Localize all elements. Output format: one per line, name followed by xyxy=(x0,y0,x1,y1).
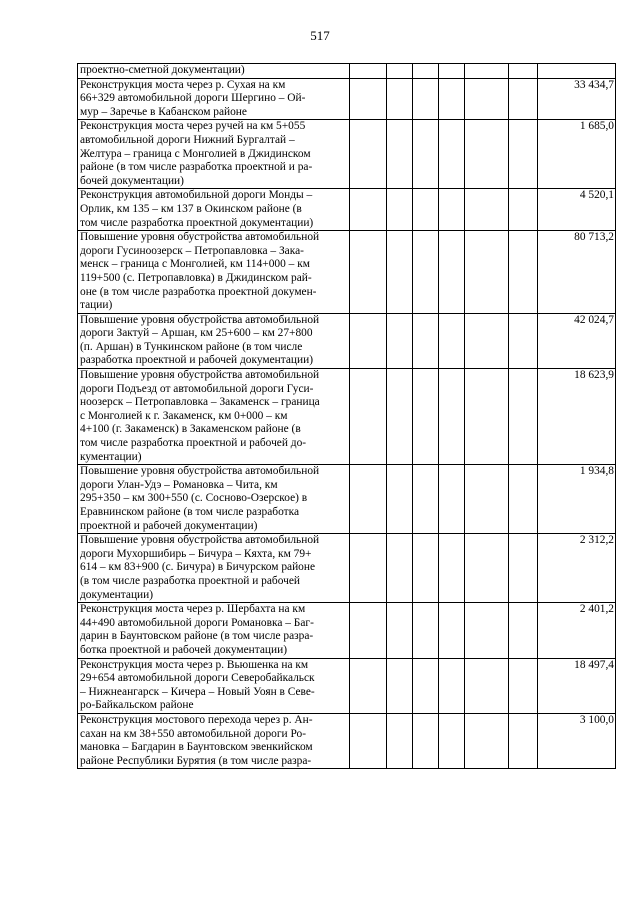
description-line: Еравнинском районе (в том числе разработка xyxy=(80,506,300,518)
project-description xyxy=(78,369,350,465)
description-line: (в том числе разработка проектной и рабочей xyxy=(80,574,300,587)
description-line: ноозерск – Петропавловка – Закаменск – граница xyxy=(80,396,320,409)
empty-cell xyxy=(350,189,387,231)
description-line: Повышение уровня обустройства автомобильной xyxy=(80,465,320,478)
description-line: 119+500 (с. Петропавловка) в Джидинском рай- xyxy=(80,271,312,284)
table-row xyxy=(78,369,616,465)
empty-cell xyxy=(465,369,509,465)
description-line: Повышение уровня обустройства автомобильной xyxy=(80,369,320,382)
table-row xyxy=(78,603,616,658)
description-line: (п. Аршан) в Тункинском районе (в том числе xyxy=(80,340,303,353)
description-line: ботка проектной и рабочей документации) xyxy=(80,643,287,656)
empty-cell xyxy=(465,313,509,368)
empty-cell xyxy=(350,369,387,465)
empty-cell xyxy=(465,189,509,231)
empty-cell xyxy=(439,313,465,368)
description-line: проектной и рабочей документации) xyxy=(80,519,258,532)
project-description xyxy=(78,189,350,231)
empty-cell xyxy=(439,534,465,603)
empty-cell xyxy=(350,658,387,713)
empty-cell xyxy=(439,713,465,768)
amount-cell: 2 401,2 xyxy=(538,603,616,658)
description-line: дороги Подъезд от автомобильной дороги Гуси- xyxy=(80,382,314,395)
empty-cell xyxy=(350,78,387,120)
empty-cell xyxy=(350,534,387,603)
empty-cell xyxy=(413,189,439,231)
project-description xyxy=(78,603,350,658)
description-line: разработка проектной и рабочей документации) xyxy=(80,354,314,367)
project-description xyxy=(78,534,350,603)
description-line: с Монголией к г. Закаменск, км 0+000 – км xyxy=(80,409,288,422)
empty-cell xyxy=(439,189,465,231)
description-line: дороги Улан-Удэ – Романовка – Чита, км xyxy=(80,478,278,491)
table-row xyxy=(78,465,616,534)
empty-cell xyxy=(413,603,439,658)
empty-cell xyxy=(439,78,465,120)
description-line: автомобильной дороги Нижний Бургалтай – xyxy=(80,133,295,146)
empty-cell xyxy=(413,465,439,534)
amount-cell xyxy=(538,64,616,79)
description-line: оне (в том числе разработка проектной докумен- xyxy=(80,285,317,298)
amount-cell: 1 934,8 xyxy=(538,465,616,534)
budget-table xyxy=(77,63,616,769)
description-line: дарин в Баунтовском районе (в том числе разра- xyxy=(80,630,314,643)
empty-cell xyxy=(465,465,509,534)
empty-cell xyxy=(439,658,465,713)
description-line: Реконструкция моста через р. Шербахта на км xyxy=(80,603,306,616)
empty-cell xyxy=(387,64,413,79)
description-line: мановка – Багдарин в Баунтовском эвенкийском xyxy=(80,741,313,754)
description-line: 4+100 (г. Закаменск) в Закаменском районе (в xyxy=(80,423,301,436)
empty-cell xyxy=(413,313,439,368)
description-line: районе Республики Бурятия (в том числе разра- xyxy=(80,754,312,767)
empty-cell xyxy=(413,369,439,465)
empty-cell xyxy=(465,603,509,658)
description-line: Реконструкция моста через р. Вьюшенка на км xyxy=(80,658,309,671)
empty-cell xyxy=(509,231,538,314)
empty-cell xyxy=(413,120,439,189)
empty-cell xyxy=(465,78,509,120)
project-description xyxy=(78,465,350,534)
empty-cell xyxy=(509,534,538,603)
empty-cell xyxy=(413,231,439,314)
table-row xyxy=(78,78,616,120)
description-line: мур – Заречье в Кабанском районе xyxy=(80,105,247,118)
project-description xyxy=(78,658,350,713)
empty-cell xyxy=(413,658,439,713)
table-row xyxy=(78,313,616,368)
empty-cell xyxy=(387,369,413,465)
table-row xyxy=(78,231,616,314)
project-description xyxy=(78,313,350,368)
amount-cell: 18 623,9 xyxy=(538,369,616,465)
table-body xyxy=(78,64,616,769)
description-line: дороги Зактуй – Аршан, км 25+600 – км 27+800 xyxy=(80,327,313,340)
empty-cell xyxy=(350,713,387,768)
amount-cell: 42 024,7 xyxy=(538,313,616,368)
description-line: дороги Гусиноозерск – Петропавловка – Зака- xyxy=(80,244,304,257)
empty-cell xyxy=(509,465,538,534)
amount-cell: 4 520,1 xyxy=(538,189,616,231)
empty-cell xyxy=(439,369,465,465)
description-line: кументации) xyxy=(80,450,142,463)
description-line: дороги Мухоршибирь – Бичура – Кяхта, км 79+ xyxy=(80,547,312,560)
empty-cell xyxy=(439,120,465,189)
description-line: документации) xyxy=(80,588,154,601)
empty-cell xyxy=(465,120,509,189)
project-description xyxy=(78,120,350,189)
amount-cell: 2 312,2 xyxy=(538,534,616,603)
empty-cell xyxy=(350,231,387,314)
empty-cell xyxy=(387,465,413,534)
project-description xyxy=(78,231,350,314)
description-line: 44+490 автомобильной дороги Романовка – Баг- xyxy=(80,616,314,629)
description-line: Желтура – граница с Монголией в Джидинском xyxy=(80,147,311,160)
description-line: Повышение уровня обустройства автомобильной xyxy=(80,231,320,244)
empty-cell xyxy=(439,231,465,314)
description-line: районе (в том числе разработка проектной и ра- xyxy=(80,161,313,174)
description-line: бочей документации) xyxy=(80,174,184,187)
empty-cell xyxy=(439,603,465,658)
amount-cell: 18 497,4 xyxy=(538,658,616,713)
empty-cell xyxy=(387,658,413,713)
description-line: том числе разработка проектной и рабочей до- xyxy=(80,437,307,450)
empty-cell xyxy=(413,78,439,120)
empty-cell xyxy=(387,603,413,658)
description-line: Реконструкция автомобильной дороги Монды – xyxy=(80,189,313,202)
empty-cell xyxy=(465,534,509,603)
empty-cell xyxy=(387,231,413,314)
description-line: том числе разработка проектной документации) xyxy=(80,216,314,229)
project-description xyxy=(78,78,350,120)
description-line: Повышение уровня обустройства автомобильной xyxy=(80,313,320,326)
amount-cell: 1 685,0 xyxy=(538,120,616,189)
empty-cell xyxy=(509,64,538,79)
empty-cell xyxy=(413,713,439,768)
empty-cell xyxy=(387,120,413,189)
empty-cell xyxy=(509,78,538,120)
table-row xyxy=(78,120,616,189)
description-line: 614 – км 83+900 (с. Бичура) в Бичурском районе xyxy=(80,561,316,574)
empty-cell xyxy=(350,120,387,189)
empty-cell xyxy=(509,189,538,231)
empty-cell xyxy=(439,465,465,534)
empty-cell xyxy=(509,603,538,658)
table-row xyxy=(78,713,616,768)
empty-cell xyxy=(465,713,509,768)
empty-cell xyxy=(350,313,387,368)
empty-cell xyxy=(465,658,509,713)
empty-cell xyxy=(350,603,387,658)
empty-cell xyxy=(387,713,413,768)
description-line: – Нижнеангарск – Кичера – Новый Уоян в Севе- xyxy=(80,685,315,698)
empty-cell xyxy=(509,713,538,768)
empty-cell xyxy=(350,64,387,79)
table-row xyxy=(78,658,616,713)
amount-cell: 80 713,2 xyxy=(538,231,616,314)
empty-cell xyxy=(509,369,538,465)
empty-cell xyxy=(509,313,538,368)
page-number: 517 xyxy=(310,28,330,43)
empty-cell xyxy=(387,313,413,368)
description-line: сахан на км 38+550 автомобильной дороги Ро- xyxy=(80,727,307,740)
description-line: ро-Байкальском районе xyxy=(80,699,194,712)
empty-cell xyxy=(465,64,509,79)
description-line: Повышение уровня обустройства автомобильной xyxy=(80,534,320,547)
description-line: проектно-сметной документации) xyxy=(80,64,245,76)
empty-cell xyxy=(509,658,538,713)
description-line: Реконструкция моста через р. Сухая на км xyxy=(80,78,286,91)
empty-cell xyxy=(413,64,439,79)
project-description xyxy=(78,713,350,768)
description-line: 66+329 автомобильной дороги Шергино – Ой- xyxy=(80,92,306,105)
description-line: Реконструкция моста через ручей на км 5+055 xyxy=(80,120,306,133)
description-line: Орлик, км 135 – км 137 в Окинском районе (в xyxy=(80,202,302,215)
empty-cell xyxy=(387,534,413,603)
empty-cell xyxy=(350,465,387,534)
project-description xyxy=(78,64,350,79)
description-line: 295+350 – км 300+550 (с. Сосново-Озерское) в xyxy=(80,492,308,505)
table-row xyxy=(78,64,616,79)
empty-cell xyxy=(387,189,413,231)
description-line: менск – граница с Монголией, км 114+000 – км xyxy=(80,258,310,271)
table-row xyxy=(78,534,616,603)
amount-cell: 33 434,7 xyxy=(538,78,616,120)
empty-cell xyxy=(509,120,538,189)
description-line: Реконструкция мостового перехода через р. Ан- xyxy=(80,713,313,726)
empty-cell xyxy=(387,78,413,120)
empty-cell xyxy=(413,534,439,603)
empty-cell xyxy=(465,231,509,314)
empty-cell xyxy=(439,64,465,79)
table-row xyxy=(78,189,616,231)
amount-cell: 3 100,0 xyxy=(538,713,616,768)
description-line: тации) xyxy=(80,299,113,312)
description-line: 29+654 автомобильной дороги Северобайкальск xyxy=(80,672,315,685)
